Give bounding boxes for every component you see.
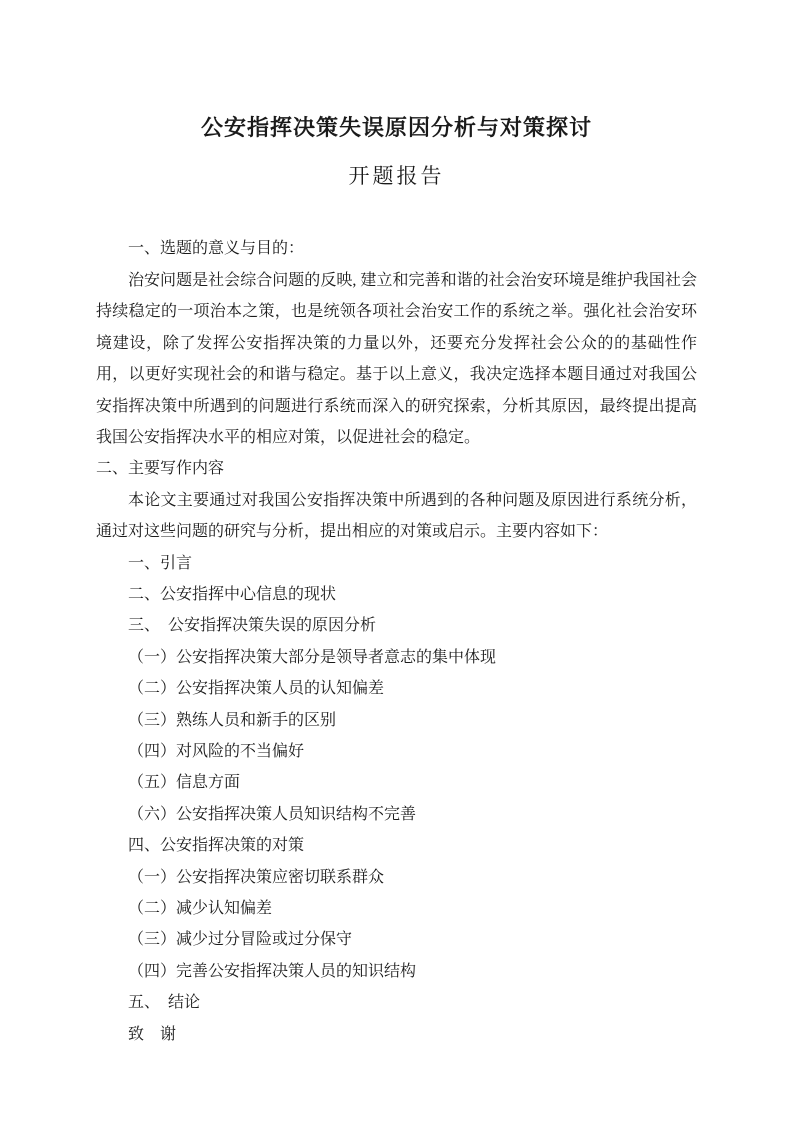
outline-item-6: （三）熟练人员和新手的区别 bbox=[128, 711, 337, 729]
outline-item-8: （五）信息方面 bbox=[128, 774, 241, 792]
section-2-paragraph: 本论文主要通过对我国公安指挥决策中所遇到的各种问题及原因进行系统分析，通过对这些问题的研究与分析，提出相应的对策或启示。主要内容如下： bbox=[96, 491, 697, 541]
outline-item-4: （一）公安指挥决策大部分是领导者意志的集中体现 bbox=[128, 648, 497, 666]
document-title: 公安指挥决策失误原因分析与对策探讨 bbox=[200, 114, 592, 140]
outline-item-16: 致 谢 bbox=[128, 1025, 177, 1043]
outline-item-1: 一、引言 bbox=[128, 554, 193, 572]
outline-item-3: 三、 公安指挥决策失误的原因分析 bbox=[128, 617, 377, 635]
outline-item-2: 二、公安指挥中心信息的现状 bbox=[128, 585, 337, 603]
outline-item-9: （六）公安指挥决策人员知识结构不完善 bbox=[128, 805, 417, 823]
outline-item-7: （四）对风险的不当偏好 bbox=[128, 742, 305, 760]
outline-item-15: 五、 结论 bbox=[128, 994, 201, 1012]
document-subtitle: 开题报告 bbox=[348, 164, 445, 189]
outline-item-10: 四、公安指挥决策的对策 bbox=[128, 837, 305, 855]
section-2-heading: 二、主要写作内容 bbox=[96, 460, 225, 478]
outline-item-13: （三）减少过分冒险或过分保守 bbox=[128, 931, 353, 949]
section-1-paragraph: 治安问题是社会综合问题的反映, 建立和完善和谐的社会治安环境是维护我国社会持续稳定的一项治本之策，也是统领各项社会治安工作的系统之举。强化社会治安环境建设，除了发挥公安指挥决策的力量以外，还要充分发挥社会公众的的基础性作用，以更好实现社会的和谐与稳定。基于以上意义，我决定选择本题目通过对我国公安指挥决策中所遇到的问题进行系统而深入的研究探索，分析其原因，最终提出提高我国公安指挥决水平的相应对策，以促进社会的稳定。 bbox=[96, 271, 697, 446]
section-1-heading: 一、选题的意义与目的： bbox=[128, 240, 305, 258]
outline-item-5: （二）公安指挥决策人员的认知偏差 bbox=[128, 680, 385, 698]
outline-item-11: （一）公安指挥决策应密切联系群众 bbox=[128, 868, 385, 886]
document-body bbox=[96, 233, 697, 1050]
outline-item-12: （二）减少认知偏差 bbox=[128, 900, 273, 917]
outline-item-14: （四）完善公安指挥决策人员的知识结构 bbox=[128, 962, 417, 980]
